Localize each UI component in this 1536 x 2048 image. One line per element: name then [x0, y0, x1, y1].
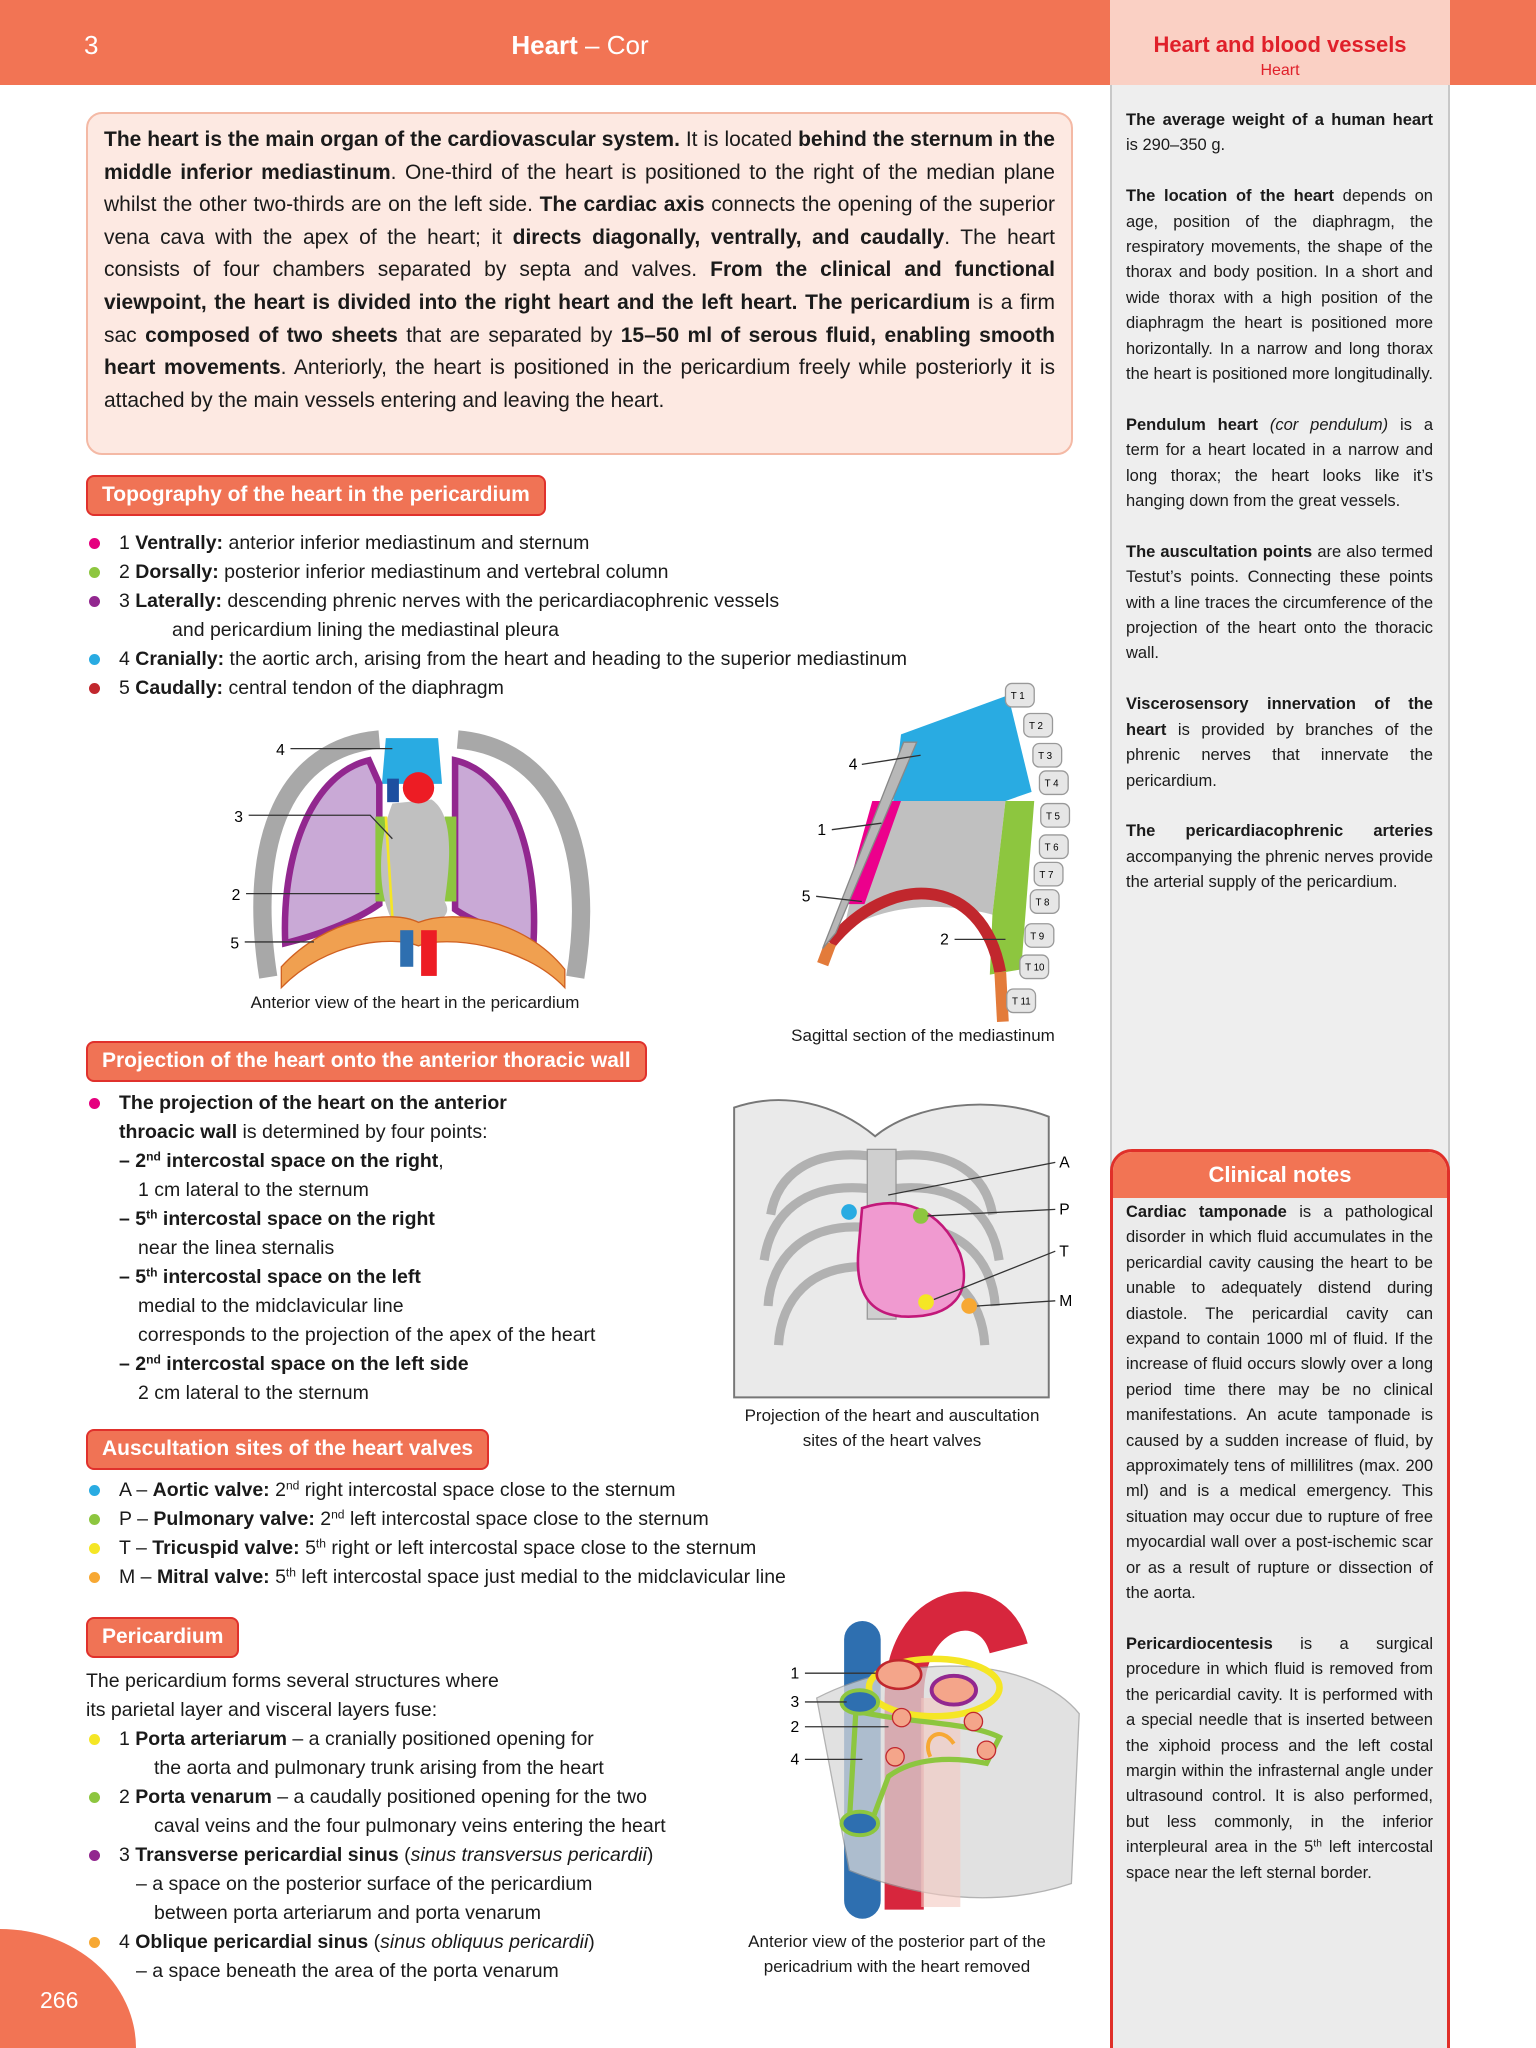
paragraph	[1126, 819, 1433, 895]
bullet-icon	[89, 1937, 100, 1948]
vertebra-label: T 2	[1028, 720, 1043, 732]
bullet-icon	[89, 1485, 100, 1496]
label-2: 2	[790, 1718, 799, 1736]
list-item	[86, 1476, 986, 1505]
bullet-icon	[89, 596, 100, 607]
text-run: From the clinical and functional viewpoint, the heart is divided into the right heart and the left heart. The pericardium	[104, 258, 1056, 314]
list-line	[86, 1696, 786, 1725]
pulmonary-vein	[964, 1712, 982, 1730]
text-run: 15–50 ml of serous fluid, enabling smooth heart movements	[104, 323, 1055, 380]
text-run: th	[146, 1207, 158, 1222]
text-run: 2	[119, 1786, 136, 1808]
text-run: T –	[119, 1537, 153, 1559]
bullet-icon	[89, 1572, 100, 1583]
caption-projection	[692, 1403, 1092, 1453]
text-run: Transverse pericardial sinus	[135, 1844, 399, 1866]
list-line	[86, 1292, 786, 1321]
text-run: intercostal space on the left	[157, 1266, 421, 1288]
text-run: 2	[269, 1479, 286, 1501]
text-run: Caudally:	[135, 677, 224, 699]
list-line	[86, 1812, 786, 1841]
heading-pericardium: Pericardium	[86, 1617, 239, 1658]
list-line	[86, 1379, 786, 1408]
right-lung	[455, 760, 534, 943]
list-line	[86, 1350, 786, 1379]
text-run: 1	[119, 1728, 136, 1750]
text-run: posterior inferior mediastinum and vertebral column	[218, 561, 669, 583]
text-run: left intercostal space near the left sternal border.	[1126, 1838, 1433, 1882]
text-run: 3	[119, 1844, 136, 1866]
text-run: )	[646, 1844, 654, 1866]
text-run: sinus obliquus pericardii	[380, 1931, 589, 1953]
text-run: and pericardium lining the mediastinal pleura	[172, 619, 559, 641]
list-item	[86, 645, 1086, 674]
text-run: th	[285, 1565, 296, 1580]
text-run: is a term for a heart located in a narrow and long thorax; the heart looks like it’s hanging down from the great vessels.	[1126, 415, 1433, 511]
pulmonary-point	[913, 1208, 929, 1224]
text-run: 5	[119, 677, 136, 699]
text-run: is a pathological disorder in which fluid accumulates in the pericardial cavity causing the heart to be unable to adequately distend during diastole. The pericardial cavity can expand to contain 1000 ml of fluid. If the increase of fluid occurs slowly over a long period time there may be no clinical manifestations. An acute tamponade is caused by a sudden increase of fluid, by approximately tens of millilitres (max. 200 ml) and is a medical emergency. This situation may occur due to rupture of free myocardial wall over a post-ischemic scar or as a result of rupture or dissection of the aorta.	[1126, 1203, 1434, 1603]
pulmonary-vein	[886, 1747, 904, 1765]
text-run: The average weight of a human heart	[1126, 111, 1433, 129]
bullet-icon	[89, 1734, 100, 1745]
text-run: – 2	[119, 1150, 147, 1172]
list-item	[86, 1505, 986, 1534]
text-run: 1 cm lateral to the sternum	[138, 1179, 369, 1201]
text-run: – 2	[119, 1353, 147, 1375]
text-run: (	[398, 1844, 411, 1866]
vena-cava	[387, 779, 399, 803]
text-run: 5	[269, 1566, 286, 1588]
text-run: Aortic valve:	[152, 1479, 270, 1501]
text-run: 3	[119, 590, 136, 612]
text-run: directs diagonally, ventrally, and caudally	[512, 225, 945, 249]
text-run: 2 cm lateral to the sternum	[138, 1382, 369, 1404]
text-run: The projection of the heart on the anterior	[119, 1092, 507, 1114]
caption-posterior	[697, 1929, 1097, 1979]
list-line	[86, 1957, 786, 1986]
clinical-notes-heading: Clinical notes	[1113, 1152, 1447, 1198]
text-run: 2	[119, 561, 136, 583]
text-run: throacic wall	[119, 1121, 238, 1143]
text-run: . One-third of the heart is positioned to the right of the median plane whilst the other two-thirds are on the left side.	[104, 160, 1055, 217]
sagittal-section-figure	[790, 673, 1090, 1026]
vertebra-label: T 1	[1010, 690, 1025, 702]
list-line	[86, 1118, 786, 1147]
text-run: th	[315, 1536, 326, 1551]
text-run: intercostal space on the left side	[160, 1353, 469, 1375]
list-item	[86, 1841, 786, 1870]
projection-list	[86, 1089, 786, 1408]
text-run: 4	[119, 648, 136, 670]
bullet-icon	[89, 654, 100, 665]
caption-line: Projection of the heart and auscultation	[744, 1406, 1040, 1425]
paragraph	[1126, 184, 1433, 387]
esophagus-band	[921, 1698, 960, 1907]
inferior-vena-cava	[400, 930, 413, 967]
text-run: P –	[119, 1508, 154, 1530]
caption-line: pericadrium with the heart removed	[763, 1957, 1031, 1976]
text-run: Laterally:	[135, 590, 222, 612]
pulmonary-vein	[977, 1741, 995, 1759]
paragraph	[1126, 413, 1433, 515]
vertebra-label: T 6	[1044, 842, 1059, 854]
svc-opening	[841, 1690, 878, 1714]
text-run: Viscerosensory innervation of the heart	[1126, 695, 1433, 739]
caption-sagittal: Sagittal section of the mediastinum	[791, 1026, 1055, 1045]
text-run: The location of the heart	[1126, 187, 1334, 206]
text-run: The heart is the main organ of the cardiovascular system.	[104, 128, 680, 151]
bullet-icon	[89, 1514, 100, 1525]
text-run: Pulmonary valve:	[153, 1508, 315, 1530]
aorta-descending	[421, 930, 437, 976]
text-run: It is located	[679, 128, 799, 151]
bullet-icon	[89, 1850, 100, 1861]
bullet-icon	[89, 567, 100, 578]
text-run: sinus transversus pericardii	[410, 1844, 647, 1866]
text-run: The pericardiacophrenic arteries	[1126, 822, 1433, 841]
text-run: The pericardium forms several structures where	[86, 1670, 499, 1692]
text-run: Mitral valve:	[156, 1566, 270, 1588]
list-line	[86, 1667, 786, 1696]
text-run: that are separated by	[397, 323, 621, 347]
vertebra-label: T 7	[1039, 869, 1054, 881]
list-line	[86, 1870, 786, 1899]
text-run: left intercostal space close to the sternum	[344, 1508, 709, 1530]
text-run: nd	[146, 1352, 161, 1367]
label-M: M	[1059, 1293, 1073, 1311]
text-run: its parietal layer and visceral layers fuse:	[86, 1699, 438, 1721]
text-run: 2	[314, 1508, 332, 1530]
text-run: caval veins and the four pulmonary veins entering the heart	[154, 1815, 666, 1837]
anterior-view-figure	[216, 725, 621, 993]
text-run: is determined by four points:	[237, 1121, 488, 1143]
text-run: the aortic arch, arising from the heart and heading to the superior mediastinum	[224, 648, 908, 670]
text-run: th	[1313, 1838, 1322, 1850]
text-run: – 5	[119, 1208, 147, 1230]
text-run: A –	[119, 1479, 153, 1501]
text-run: th	[146, 1265, 158, 1280]
aortic-arch	[402, 772, 433, 803]
text-run: are also termed Testut’s points. Connecting these points with a line traces the circumference of the projection of the heart onto the thoracic wall.	[1126, 542, 1433, 663]
section-title: Heart and blood vessels	[1153, 32, 1407, 57]
text-run: behind the sternum in the middle inferior mediastinum	[104, 128, 1055, 184]
label-3: 3	[233, 808, 243, 826]
label-5: 5	[801, 888, 811, 906]
caption-anterior-view: Anterior view of the heart in the pericardium	[250, 993, 580, 1012]
text-run: nd	[146, 1149, 161, 1164]
caption-line: sites of the heart valves	[802, 1431, 982, 1450]
text-run: right or left intercostal space close to the sternum	[326, 1537, 757, 1559]
aortic-point	[841, 1204, 857, 1220]
text-run: 4	[119, 1931, 136, 1953]
paragraph	[1126, 1200, 1433, 1607]
text-run: nd	[285, 1478, 300, 1493]
label-4: 4	[275, 742, 285, 760]
list-line	[86, 1321, 786, 1350]
text-run: The cardiac axis	[539, 193, 705, 217]
text-run: Cranially:	[135, 648, 225, 670]
tricuspid-point	[918, 1294, 934, 1310]
text-run: (	[368, 1931, 381, 1953]
aorta-opening	[876, 1660, 920, 1689]
posterior-pericardium-figure	[784, 1587, 1091, 1927]
ivc-opening	[841, 1811, 878, 1835]
text-run: nd	[331, 1507, 345, 1522]
text-run: 1	[119, 532, 136, 554]
list-item	[86, 1928, 786, 1957]
text-run: is provided by branches of the phrenic nerves that innervate the pericardium.	[1126, 720, 1433, 790]
text-run: right intercostal space close to the sternum	[299, 1479, 676, 1501]
label-1: 1	[790, 1665, 799, 1683]
list-item	[86, 558, 1086, 587]
bullet-icon	[89, 1543, 100, 1554]
list-line	[86, 1147, 786, 1176]
pulmonary-trunk-opening	[931, 1676, 975, 1705]
text-run: medial to the midclavicular line	[138, 1295, 404, 1317]
vertebra-label: T 3	[1038, 750, 1053, 762]
list-item	[86, 529, 1086, 558]
label-2: 2	[940, 931, 949, 949]
text-run: composed of two sheets	[145, 323, 398, 347]
list-line	[86, 1899, 786, 1928]
auscultation-list	[86, 1476, 986, 1592]
text-run: corresponds to the projection of the apex of the heart	[138, 1324, 596, 1346]
text-run	[1258, 416, 1270, 434]
text-run: descending phrenic nerves with the pericardiacophrenic vessels	[221, 590, 780, 612]
label-A: A	[1059, 1154, 1070, 1172]
heading-topography: Topography of the heart in the pericardium	[86, 475, 546, 516]
page-title	[380, 30, 780, 61]
text-run: near the linea sternalis	[138, 1237, 335, 1259]
vertebra-label: T 5	[1045, 810, 1060, 822]
sidebar-notes	[1126, 108, 1433, 921]
text-run: intercostal space on the right	[157, 1208, 435, 1230]
sidebar-header	[1110, 0, 1450, 85]
section-subtitle: Heart	[1260, 62, 1300, 79]
text-run: is a surgical procedure in which fluid is removed from the pericardial cavity. It is performed with a special needle that is inserted between the xiphoid process and the left costal margin within the infrasternal angle under ultrasound control. It is also performed, but less commonly, in the inferior interpleural area in the 5	[1126, 1634, 1433, 1857]
list-item	[86, 587, 1086, 616]
list-line	[86, 1754, 786, 1783]
caption-line: Anterior view of the posterior part of the	[748, 1932, 1046, 1951]
diaphragm-posterior	[1000, 972, 1003, 1022]
bullet-icon	[89, 538, 100, 549]
text-run: Ventrally:	[135, 532, 224, 554]
vertebra-label: T 11	[1012, 996, 1031, 1008]
text-run: Cardiac tamponade	[1126, 1203, 1287, 1221]
text-run: between porta arteriarum and porta venarum	[154, 1902, 541, 1924]
text-run: Oblique pericardial sinus	[135, 1931, 369, 1953]
heading-auscultation: Auscultation sites of the heart valves	[86, 1429, 489, 1470]
vertebra-label: T 9	[1030, 930, 1045, 942]
text-run: left intercostal space just medial to the midclavicular line	[296, 1566, 786, 1588]
list-line	[86, 1205, 786, 1234]
text-run: – a caudally positioned opening for the two	[271, 1786, 647, 1808]
label-1: 1	[817, 821, 827, 839]
label-4: 4	[848, 756, 858, 774]
text-run: Pendulum heart	[1126, 415, 1258, 434]
list-line	[86, 1263, 786, 1292]
text-run: . Anteriorly, the heart is positioned in the pericardium freely while posteriorly it is attached by the main vessels entering and leaving the heart.	[104, 356, 1055, 412]
paragraph	[1126, 540, 1433, 667]
text-run: – 5	[119, 1266, 147, 1288]
clinical-notes-text	[1126, 1200, 1433, 1911]
pulmonary-vein	[892, 1708, 910, 1726]
text-run: M –	[119, 1566, 157, 1588]
text-run: anterior inferior mediastinum and sternum	[223, 532, 590, 554]
text-run: Porta venarum	[135, 1786, 272, 1808]
bullet-icon	[89, 683, 100, 694]
title-bold: Heart	[511, 30, 578, 60]
paragraph	[1126, 692, 1433, 794]
text-run: connects the opening of the superior vena cava with the apex of the heart; it	[104, 193, 1055, 249]
text-run: accompanying the phrenic nerves provide the arterial supply of the pericardium.	[1126, 847, 1433, 892]
list-item	[86, 1783, 786, 1812]
vertebra-label: T 10	[1025, 962, 1045, 974]
projection-figure	[725, 1084, 1084, 1404]
mitral-point	[961, 1298, 977, 1314]
list-line	[86, 1234, 786, 1263]
text-run: intercostal space on the right	[160, 1150, 439, 1172]
bullet-icon	[89, 1792, 100, 1803]
label-2: 2	[231, 887, 240, 905]
text-run: – a cranially positioned opening for	[287, 1728, 594, 1750]
text-run: . The heart consists of four chambers separated by septa and valves.	[104, 225, 1055, 282]
text-run: )	[588, 1931, 595, 1953]
text-run: Pericardiocentesis	[1126, 1634, 1273, 1653]
intro-box	[86, 112, 1073, 455]
text-run: central tendon of the diaphragm	[223, 677, 504, 699]
label-4: 4	[790, 1751, 799, 1769]
text-run: 5	[299, 1537, 316, 1559]
text-run: the aorta and pulmonary trunk arising from the heart	[154, 1757, 604, 1779]
list-line	[86, 1176, 786, 1205]
text-run: depends on age, position of the diaphragm, the respiratory movements, the shape of the thorax and body position. In a short and wide thorax with a high position of the diaphragm the heart is positioned more horizontally. In a narrow and long thorax the heart is positioned more longitudinally.	[1126, 187, 1433, 384]
label-P: P	[1059, 1201, 1070, 1219]
paragraph	[1126, 1632, 1433, 1886]
text-run: is a firm sac	[104, 290, 1055, 347]
list-line	[86, 616, 1086, 645]
vertebra-label: T 8	[1035, 897, 1050, 909]
text-run: – a space on the posterior surface of the pericardium	[136, 1873, 593, 1895]
title-rest: – Cor	[577, 30, 649, 60]
text-run: – a space beneath the area of the porta venarum	[136, 1960, 559, 1982]
text-run: Tricuspid valve:	[152, 1537, 300, 1559]
vertebra-label: T 4	[1044, 778, 1059, 790]
list-item	[86, 1534, 986, 1563]
text-run: Porta arteriarum	[135, 1728, 287, 1750]
list-item	[86, 1089, 786, 1118]
heading-projection: Projection of the heart onto the anterior thoracic wall	[86, 1041, 647, 1082]
list-item	[86, 1725, 786, 1754]
pericardium-list	[86, 1667, 786, 1986]
label-3: 3	[790, 1693, 799, 1711]
paragraph	[1126, 108, 1433, 159]
chapter-number: 3	[84, 30, 99, 60]
label-5: 5	[229, 935, 239, 953]
bullet-icon	[89, 1098, 100, 1109]
text-run: ,	[438, 1150, 444, 1172]
page-number: 266	[40, 1987, 79, 2013]
text-run: Dorsally:	[135, 561, 219, 583]
label-T: T	[1059, 1243, 1069, 1261]
text-run: (cor pendulum)	[1269, 415, 1389, 434]
text-run: The auscultation points	[1126, 542, 1313, 561]
text-run: is 290–350 g.	[1126, 136, 1226, 155]
